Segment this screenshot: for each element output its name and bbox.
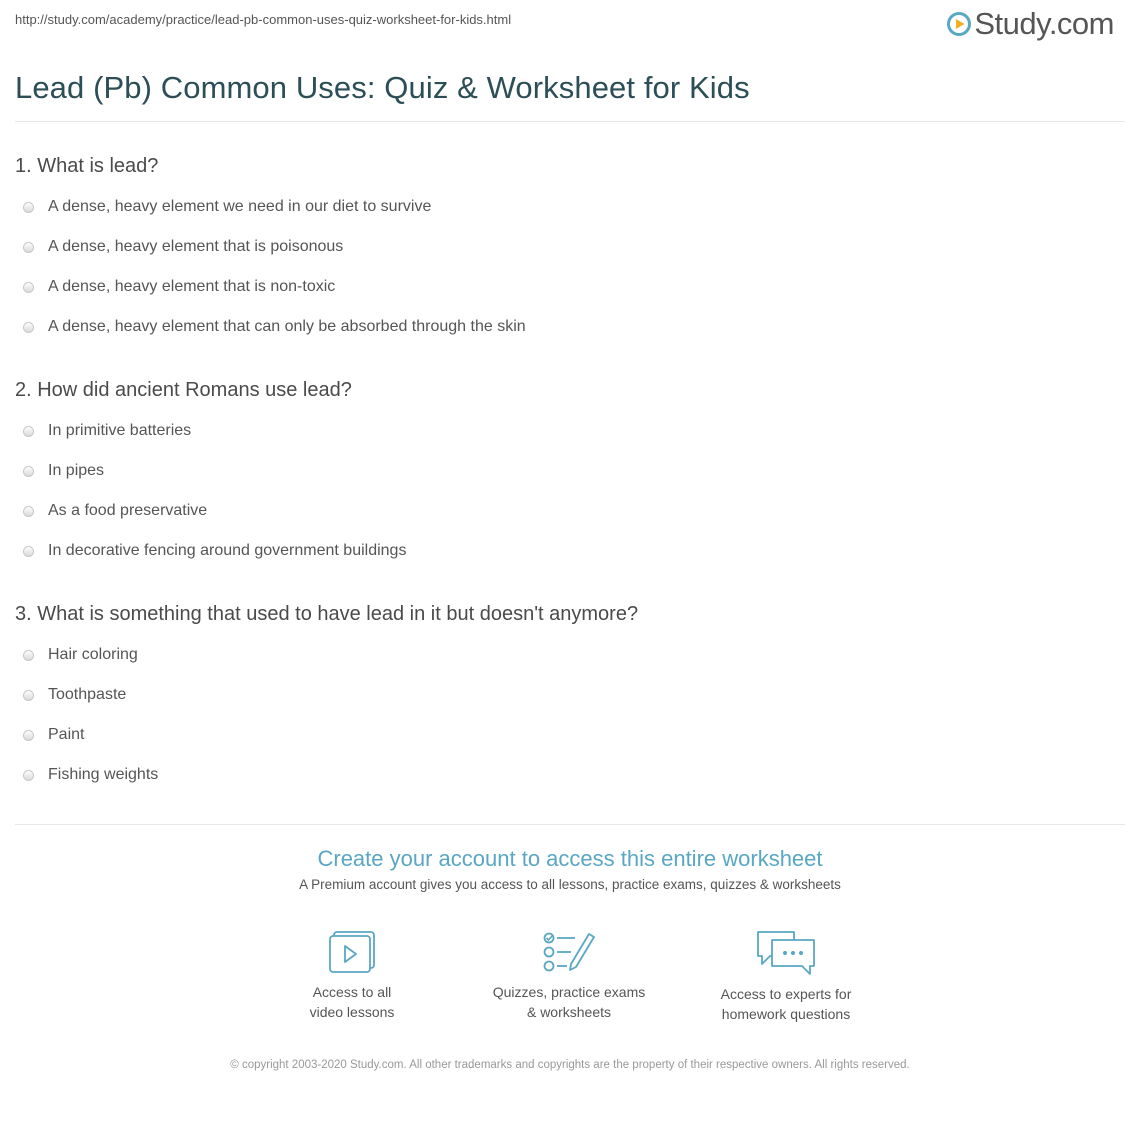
brand-logo[interactable] <box>947 7 1114 41</box>
answer-label: As a food preservative <box>48 502 208 519</box>
radio-button[interactable] <box>23 506 34 517</box>
feature-label: Access to all video lessons <box>309 984 395 1020</box>
answer-label: A dense, heavy element that is non-toxic <box>48 278 336 295</box>
copyright-notice: © copyright 2003-2020 Study.com. All other trademarks and copyrights are the property of their respective owners. All rights reserved. <box>230 1059 910 1071</box>
radio-button[interactable] <box>23 690 34 701</box>
radio-button[interactable] <box>23 282 34 293</box>
feature-label: Access to experts for homework questions <box>720 986 852 1022</box>
answer-choice[interactable] <box>23 686 126 704</box>
answer-label: Hair coloring <box>48 646 138 663</box>
answer-choice[interactable] <box>23 646 138 664</box>
page-title: Lead (Pb) Common Uses: Quiz & Worksheet for Kids <box>15 70 750 105</box>
feature-quizzes <box>469 928 669 1022</box>
radio-button[interactable] <box>23 650 34 661</box>
question-2: 2. How did ancient Romans use lead? <box>15 379 352 401</box>
feature-label: Quizzes, practice exams & worksheets <box>492 984 646 1020</box>
answer-choice[interactable] <box>23 278 335 296</box>
header-divider <box>15 121 1125 122</box>
radio-button[interactable] <box>23 242 34 253</box>
answer-label: In decorative fencing around government buildings <box>48 542 407 559</box>
answer-choice[interactable] <box>23 238 343 256</box>
question-3: 3. What is something that used to have lead in it but doesn't anymore? <box>15 603 639 625</box>
answer-label: A dense, heavy element that is poisonous <box>48 238 344 255</box>
answer-label: A dense, heavy element we need in our diet to survive <box>48 198 432 215</box>
radio-button[interactable] <box>23 322 34 333</box>
section-divider <box>15 824 1125 825</box>
radio-button[interactable] <box>23 426 34 437</box>
feature-experts <box>686 928 886 1024</box>
feature-video-lessons <box>252 928 452 1022</box>
answer-label: In primitive batteries <box>48 422 192 439</box>
radio-button[interactable] <box>23 202 34 213</box>
play-circle-logo-icon <box>947 12 971 36</box>
answer-choice[interactable] <box>23 198 431 216</box>
radio-button[interactable] <box>23 730 34 741</box>
answer-choice[interactable] <box>23 542 406 560</box>
answer-label: A dense, heavy element that can only be absorbed through the skin <box>48 318 526 335</box>
create-account-link[interactable]: Create your account to access this entire worksheet <box>317 846 823 871</box>
answer-label: Paint <box>48 726 85 743</box>
answer-choice[interactable] <box>23 318 526 336</box>
answer-choice[interactable] <box>23 422 191 440</box>
answer-choice[interactable] <box>23 766 158 784</box>
radio-button[interactable] <box>23 770 34 781</box>
chat-bubbles-icon <box>754 928 818 978</box>
question-1: 1. What is lead? <box>15 155 159 177</box>
answer-choice[interactable] <box>23 462 104 480</box>
answer-label: In pipes <box>48 462 105 479</box>
brand-name: Study.com <box>974 6 1114 41</box>
video-lesson-icon <box>326 928 378 976</box>
radio-button[interactable] <box>23 546 34 557</box>
quiz-checklist-icon <box>541 928 597 976</box>
answer-choice[interactable] <box>23 726 84 744</box>
radio-button[interactable] <box>23 466 34 477</box>
answer-label: Toothpaste <box>48 686 127 703</box>
answer-label: Fishing weights <box>48 766 159 783</box>
answer-choice[interactable] <box>23 502 207 520</box>
cta-subtitle: A Premium account gives you access to all lessons, practice exams, quizzes & worksheets <box>299 877 841 892</box>
page-url: http://study.com/academy/practice/lead-pb-common-uses-quiz-worksheet-for-kids.html <box>15 12 512 27</box>
